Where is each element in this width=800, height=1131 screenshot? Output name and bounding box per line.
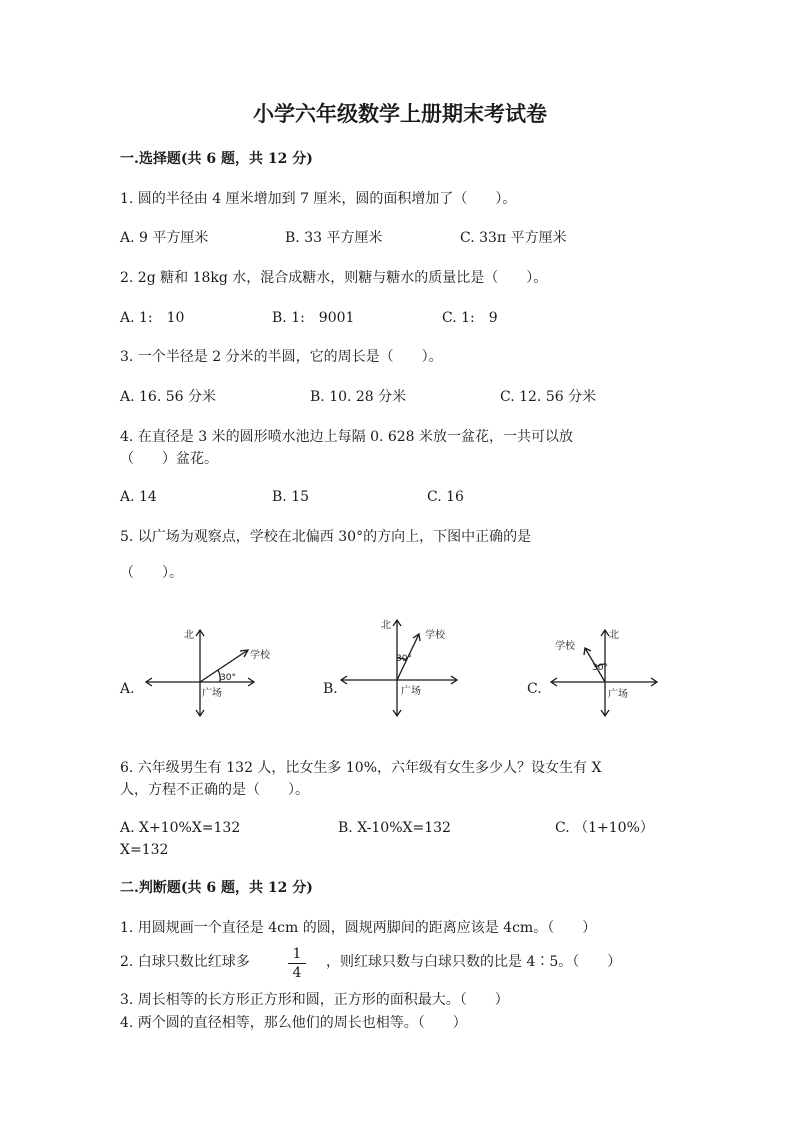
question-2-stem: 2. 2g 糖和 18kg 水，混合成糖水，则糖与糖水的质量比是（ ）。	[120, 270, 548, 286]
question-6-option-a: A. X+10%X=132	[120, 820, 241, 836]
angle-label: 30°	[396, 654, 412, 664]
question-4-option-c: C. 16	[427, 489, 464, 505]
north-label: 北	[609, 630, 619, 641]
question-3-option-a: A. 16. 56 分米	[120, 389, 216, 405]
question-1-stem: 1. 圆的半径由 4 厘米增加到 7 厘米，圆的面积增加了（ ）。	[120, 191, 517, 207]
square-label: 广场	[401, 686, 421, 697]
judgement-question-4: 4. 两个圆的直径相等，那么他们的周长也相等。（ ）	[120, 1015, 467, 1031]
question-6-option-c: C. （1+10%）	[555, 820, 654, 836]
question-6-stem-line1: 6. 六年级男生有 132 人，比女生多 10%，六年级有女生多少人？设女生有 X	[120, 760, 602, 776]
judgement-question-3: 3. 周长相等的长方形正方形和圆，正方形的面积最大。（ ）	[120, 992, 509, 1008]
question-4-option-a: A. 14	[120, 489, 157, 505]
question-6-option-b: B. X-10%X=132	[338, 820, 451, 836]
question-6-option-c-continued: X=132	[120, 842, 169, 858]
question-5-option-b-label: B.	[323, 681, 338, 697]
fraction-numerator: 1	[292, 946, 302, 962]
question-2-option-c: C. 1: 9	[442, 310, 498, 326]
question-1-option-a: A. 9 平方厘米	[120, 230, 209, 246]
school-label: 学校	[555, 641, 575, 652]
square-label: 广场	[202, 688, 222, 699]
judgement-question-2-before: 2. 白球只数比红球多	[120, 954, 250, 970]
question-5-stem-line1: 5. 以广场为观察点，学校在北偏西 30°的方向上，下图中正确的是	[120, 529, 532, 545]
question-3-option-c: C. 12. 56 分米	[500, 389, 597, 405]
page-title: 小学六年级数学上册期末考试卷	[253, 101, 547, 126]
north-label: 北	[381, 620, 391, 631]
square-label: 广场	[608, 689, 628, 700]
question-2-option-a: A. 1: 10	[120, 310, 185, 326]
question-2-option-b: B. 1: 9001	[272, 310, 355, 326]
question-1-option-c: C. 33π 平方厘米	[460, 230, 567, 246]
question-4-stem-line1: 4. 在直径是 3 米的圆形喷水池边上每隔 0. 628 米放一盆花，一共可以放	[120, 429, 574, 445]
judgement-question-1: 1. 用圆规画一个直径是 4cm 的圆，圆规两脚间的距离应该是 4cm。（ ）	[120, 920, 597, 936]
north-label: 北	[184, 630, 194, 641]
question-5-option-c-label: C.	[527, 681, 542, 697]
school-label: 学校	[250, 650, 270, 661]
question-4-option-b: B. 15	[272, 489, 310, 505]
compass-diagram-c	[545, 622, 670, 722]
question-4-stem-line2: （ ）盆花。	[120, 451, 218, 467]
fraction-bar	[288, 963, 306, 964]
school-label: 学校	[425, 630, 445, 641]
angle-label: 30°	[220, 673, 236, 683]
question-1-option-b: B. 33 平方厘米	[285, 230, 383, 246]
compass-diagram-b	[335, 612, 475, 722]
fraction	[288, 946, 306, 981]
section-heading-judgement: 二.判断题(共 6 题，共 12 分)	[120, 880, 313, 896]
question-5-stem-line2: （ ）。	[120, 565, 183, 581]
question-3-option-b: B. 10. 28 分米	[310, 389, 407, 405]
compass-diagram-a	[140, 622, 280, 722]
question-5-option-a-label: A.	[120, 681, 135, 697]
fraction-denominator: 4	[292, 965, 302, 981]
section-heading-choice: 一.选择题(共 6 题，共 12 分)	[120, 151, 313, 167]
angle-label: 30°	[592, 663, 608, 673]
judgement-question-2-after: ，则红球只数与白球只数的比是 4∶5。（ ）	[326, 954, 622, 970]
question-6-stem-line2: 人，方程不正确的是（ ）。	[120, 782, 309, 798]
question-3-stem: 3. 一个半径是 2 分米的半圆，它的周长是（ ）。	[120, 349, 443, 365]
